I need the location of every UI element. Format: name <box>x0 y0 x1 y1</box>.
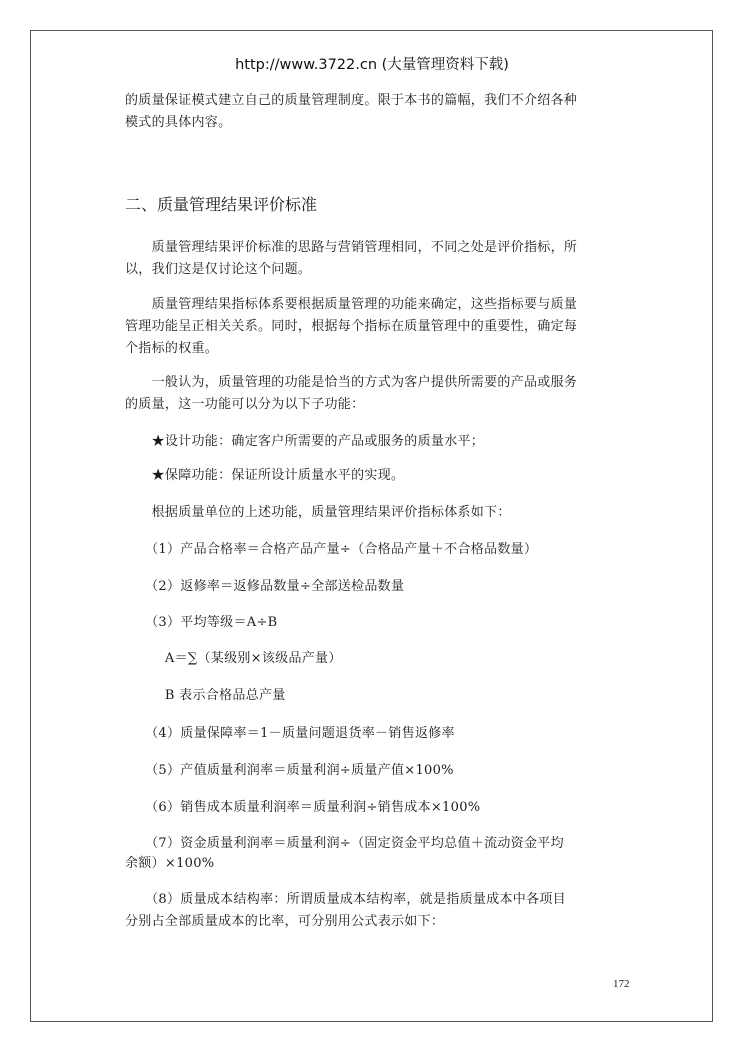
paragraph-line: 以，我们这是仅讨论这个问题。 <box>125 262 312 277</box>
list-item-star: ★设计功能：确定客户所需要的产品或服务的质量水平； <box>125 434 485 449</box>
paragraph-line: 一般认为，质量管理的功能是恰当的方式为客户提供所需要的产品或服务 <box>125 375 578 390</box>
paragraph-line: 管理功能呈正相关关系。同时，根据每个指标在质量管理中的重要性，确定每 <box>125 319 578 334</box>
formula-line: （3）平均等级＝A÷B <box>125 615 278 630</box>
list-item-star: ★保障功能：保证所设计质量水平的实现。 <box>125 468 405 483</box>
formula-line: （2）返修率＝返修品数量÷全部送检品数量 <box>125 579 405 594</box>
paragraph-line: 模式的具体内容。 <box>125 115 232 130</box>
paragraph-line: （8）质量成本结构率：所谓质量成本结构率，就是指质量成本中各项目 <box>125 892 566 907</box>
page-number: 172 <box>613 978 630 990</box>
paragraph-line: 的质量保证模式建立自己的质量管理制度。限于本书的篇幅，我们不介绍各种 <box>125 93 578 108</box>
formula-line: （1）产品合格率＝合格产品产量÷（合格品产量＋不合格品数量） <box>125 542 538 557</box>
paragraph-line: 的质量，这一功能可以分为以下子功能： <box>125 397 365 412</box>
paragraph-line: 分别占全部质量成本的比率，可分别用公式表示如下： <box>125 914 445 929</box>
formula-line: （4）质量保障率＝1－质量问题退货率－销售返修率 <box>125 726 455 741</box>
formula-line: A＝∑（某级别×该级品产量） <box>125 651 342 666</box>
paragraph-line: 质量管理结果评价标准的思路与营销管理相同，不同之处是评价指标，所 <box>125 240 578 255</box>
paragraph-line: 根据质量单位的上述功能，质量管理结果评价指标体系如下： <box>125 505 511 520</box>
paragraph-line: 个指标的权重。 <box>125 341 219 356</box>
page-border <box>30 30 713 1022</box>
formula-line: （6）销售成本质量利润率＝质量利润÷销售成本×100% <box>125 800 481 815</box>
paragraph-line: 质量管理结果指标体系要根据质量管理的功能来确定，这些指标要与质量 <box>125 297 578 312</box>
formula-line: （7）资金质量利润率＝质量利润÷（固定资金平均总值＋流动资金平均 <box>125 836 564 851</box>
formula-line: B 表示合格品总产量 <box>125 688 286 703</box>
page-header-url: http://www.3722.cn (大量管理资料下载) <box>235 57 509 73</box>
section-heading: 二、质量管理结果评价标准 <box>125 195 318 214</box>
formula-line: （5）产值质量利润率＝质量利润÷质量产值×100% <box>125 763 454 778</box>
formula-line: 余额）×100% <box>125 856 215 871</box>
